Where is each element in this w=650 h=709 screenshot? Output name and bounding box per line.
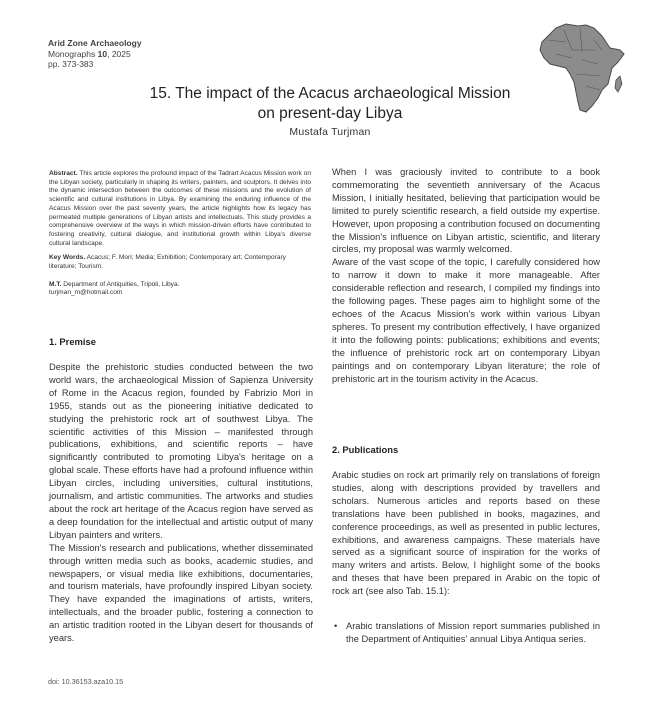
series-name: Arid Zone Archaeology bbox=[48, 38, 142, 48]
paragraph: The Mission's research and publications, whether disseminated through written media such as books, academic studies, and newspapers, or visual media like exhibitions, documentaries, and tourism materials, have profoundly inspired Libyan society. They have expanded the imaginations of artists, writers, intellectuals, and the broader public, fostering a connection to an artistic tradition rooted in the Libyan desert for thousands of years. bbox=[49, 542, 313, 644]
paragraph: Aware of the vast scope of the topic, I carefully considered how to narrow it down to make it more manageable. After considerable reflection and research, I compiled my findings into the following pages. These pages aim to highlight some of the echoes of the Acacus Mission's work within various Libyan spheres. To present my contribution effectively, I have organized it into the following points: publications; exhibitions and events; the influence of prehistoric rock art on contemporary Libyan paintings and on contemporary Libyan literature; the role of prehistoric art in the tourism activity in the Acacus. bbox=[332, 257, 600, 384]
section-heading-premise: 1. Premise bbox=[49, 336, 96, 347]
page-range: pp. 373-383 bbox=[48, 59, 94, 69]
list-item: • Arabic translations of Mission report summaries published in the Department of Antiquities' annual Libya Antiqua series. bbox=[334, 621, 600, 644]
right-column-intro bbox=[332, 166, 600, 385]
abstract-block bbox=[49, 170, 311, 298]
paragraph: Despite the prehistoric studies conducted between the two world wars, the archaeological Mission of Sapienza University of Rome in the Acacus region, founded by Fabrizio Mori in 1955, stands out as the pioneering initiative dedicated to studying the prehistoric rock art of southwest Libya. The scientific activities of this Mission – manifested through publications, exhibitions, and scientific reports – have significantly contributed to promoting Libya's heritage on a global scale. These efforts have had a profound influence within Libyan circles, including universities, cultural institutions, journalism, and artistic communities. The artworks and studies about the rock art heritage of the Acacus region have served as a deep foundation for the intellectual and artistic output of many Libyan painters and writers. bbox=[49, 362, 313, 540]
paragraph: Arabic studies on rock art primarily rely on translations of foreign studies, along with descriptions provided by travellers and scholars. Numerous articles and reports based on these translations have been published in books, magazines, and conference proceedings, as well as presented in public lectures, exhibitions, and awareness campaigns. These materials have served as a significant source of inspiration for the works of many writers and artists. Below, I highlight some of the books and theses that have been prepared in Arabic on the topic of rock art (see also Tab. 15.1): bbox=[332, 470, 600, 597]
doi: doi: 10.36153.aza10.15 bbox=[48, 677, 124, 686]
affiliation: M.T. Department of Antiquities, Tripoli, Libya. turjman_m@hotmail.com bbox=[49, 280, 180, 297]
email: turjman_m@hotmail.com bbox=[49, 289, 123, 297]
bullet-icon: • bbox=[334, 621, 338, 631]
article-title: 15. The impact of the Acacus archaeological Mission on present-day Libya bbox=[149, 85, 511, 122]
paragraph: When I was graciously invited to contribute to a book commemorating the seventieth anniversary of the Acacus Mission, I initially hesitated, believing that participation would be limited to purely scientific research, a field outside my expertise. However, upon proposing a contribution focused on documenting the Mission's influence on Libyan artistic, scientific, and literary circles, my proposal was warmly welcomed. bbox=[332, 167, 600, 255]
publications-body bbox=[332, 469, 600, 598]
keywords: Key Words. Acacus; F. Mori; Media; Exhibition; Contemporary art; Contemporary literature; Tourism. bbox=[49, 254, 286, 271]
premise-body bbox=[49, 361, 313, 645]
abstract: Abstract. This article explores the profound impact of the Tadrart Acacus Mission work on the Libyan society, particularly in shaping its writers, painters, and sculptors. It delves into the dynamic intersection between the outcomes of these missions and the evolution of scientific and cultural institutions in Libya. By examining the enduring influence of the Acacus Mission over the past seventy years, the article highlights how its legacy has permeated multiple generations of Libyan artists and intellectuals. This study provides a comprehensive overview of the ways in which mission-driven efforts have contributed to fostering creativity, cultural dialogue, and institutional growth within Libya's diverse cultural landscape. bbox=[49, 170, 311, 247]
monograph-number: Monographs 10, 2025 bbox=[48, 48, 131, 59]
section-heading-publications: 2. Publications bbox=[332, 444, 399, 455]
author-name: Mustafa Turjman bbox=[289, 126, 371, 138]
series-info bbox=[48, 38, 142, 70]
publications-list bbox=[332, 620, 600, 646]
